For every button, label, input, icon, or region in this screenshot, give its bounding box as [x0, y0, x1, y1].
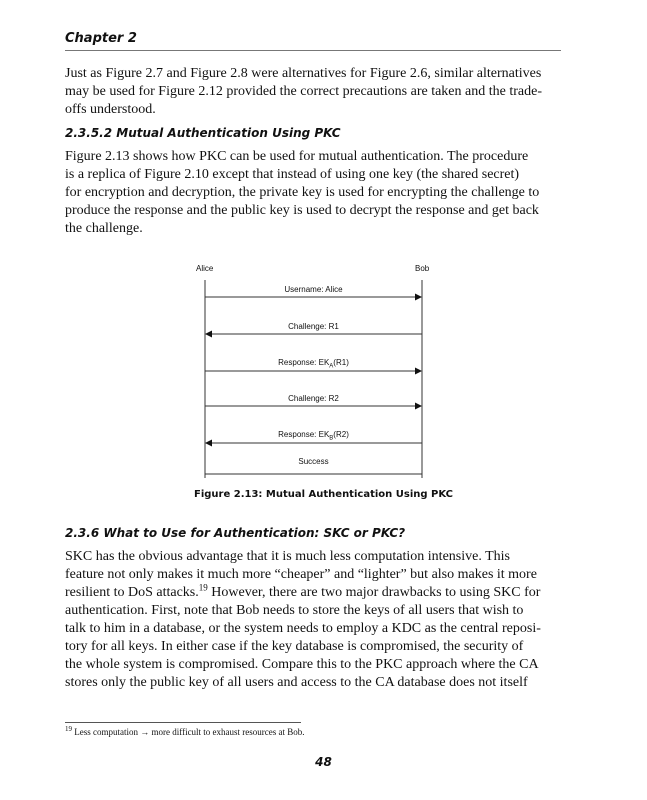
choice-line: talk to him in a database, or the system needs to employ a KDC as the central reposi-	[65, 621, 541, 636]
bob-label: Bob	[415, 264, 430, 273]
choice-line	[65, 584, 561, 602]
response-b-prefix: Response: EK	[278, 430, 330, 439]
response-b-suffix: (R2)	[333, 430, 349, 439]
message-label-response-a	[205, 358, 422, 370]
intro-line: Just as Figure 2.7 and Figure 2.8 were alternatives for Figure 2.6, similar alternatives	[65, 66, 542, 81]
pkc-line: for encryption and decryption, the private key is used for encrypting the challenge to	[65, 185, 540, 200]
choice-line-post: However, there are two major drawbacks to using SKC for	[207, 585, 541, 600]
pkc-line: Figure 2.13 shows how PKC can be used for mutual authentication. The procedure	[65, 149, 529, 164]
alice-label: Alice	[196, 264, 214, 273]
message-label-username: Username: Alice	[284, 285, 343, 294]
response-a-subscript: A	[329, 363, 334, 370]
footnote-text: Less computation → more difficult to exhaust resources at Bob.	[74, 727, 305, 737]
choice-line: the whole system is compromised. Compare this to the PKC approach where the CA	[65, 657, 539, 672]
message-arrowhead-4	[415, 403, 422, 410]
footnote	[65, 727, 305, 737]
pkc-line: is a replica of Figure 2.10 except that instead of using one key (the shared secret)	[65, 167, 520, 182]
response-a-suffix: (R1)	[333, 358, 349, 367]
page-number: 48	[315, 755, 332, 769]
intro-paragraph	[65, 65, 561, 119]
choice-line: stores only the public key of all users and access to the CA database does not itself	[65, 675, 528, 690]
message-label-response-b	[205, 430, 422, 442]
choice-line: feature not only makes it much more “cheaper” and “lighter” but also makes it more	[65, 567, 537, 582]
section-heading-choice: 2.3.6 What to Use for Authentication: SKC or PKC?	[65, 526, 406, 540]
message-arrowhead-5	[205, 440, 212, 447]
intro-line: offs understood.	[65, 102, 156, 117]
footnote-number: 19	[65, 725, 72, 733]
figure-caption: Figure 2.13: Mutual Authentication Using PKC	[194, 489, 453, 500]
choice-line: SKC has the obvious advantage that it is much less computation intensive. This	[65, 549, 510, 564]
footnote-reference[interactable]: 19	[198, 582, 208, 593]
footnote-rule	[65, 722, 301, 723]
choice-line: authentication. First, note that Bob needs to store the keys of all users that wish to	[65, 603, 524, 618]
message-label-success: Success	[298, 457, 329, 466]
intro-line: may be used for Figure 2.12 provided the correct precautions are taken and the trade-	[65, 84, 542, 99]
message-arrowhead-2	[205, 331, 212, 338]
header-rule	[65, 50, 561, 51]
pkc-line: the challenge.	[65, 221, 143, 236]
message-arrowhead-3	[415, 368, 422, 375]
choice-paragraph	[65, 548, 561, 692]
message-label-challenge-r1: Challenge: R1	[288, 322, 339, 331]
response-b-subscript: B	[329, 435, 334, 442]
pkc-line: produce the response and the public key is used to decrypt the response and get back	[65, 203, 539, 218]
section-heading-pkc: 2.3.5.2 Mutual Authentication Using PKC	[65, 126, 341, 140]
message-arrowhead-1	[415, 294, 422, 301]
choice-line: tory for all keys. In either case if the key database is compromised, the security of	[65, 639, 524, 654]
pkc-paragraph	[65, 148, 561, 238]
chapter-header: Chapter 2	[65, 31, 137, 46]
choice-line-pre: resilient to DoS attacks.	[65, 585, 199, 600]
message-label-challenge-r2: Challenge: R2	[288, 394, 339, 403]
response-a-prefix: Response: EK	[278, 358, 330, 367]
